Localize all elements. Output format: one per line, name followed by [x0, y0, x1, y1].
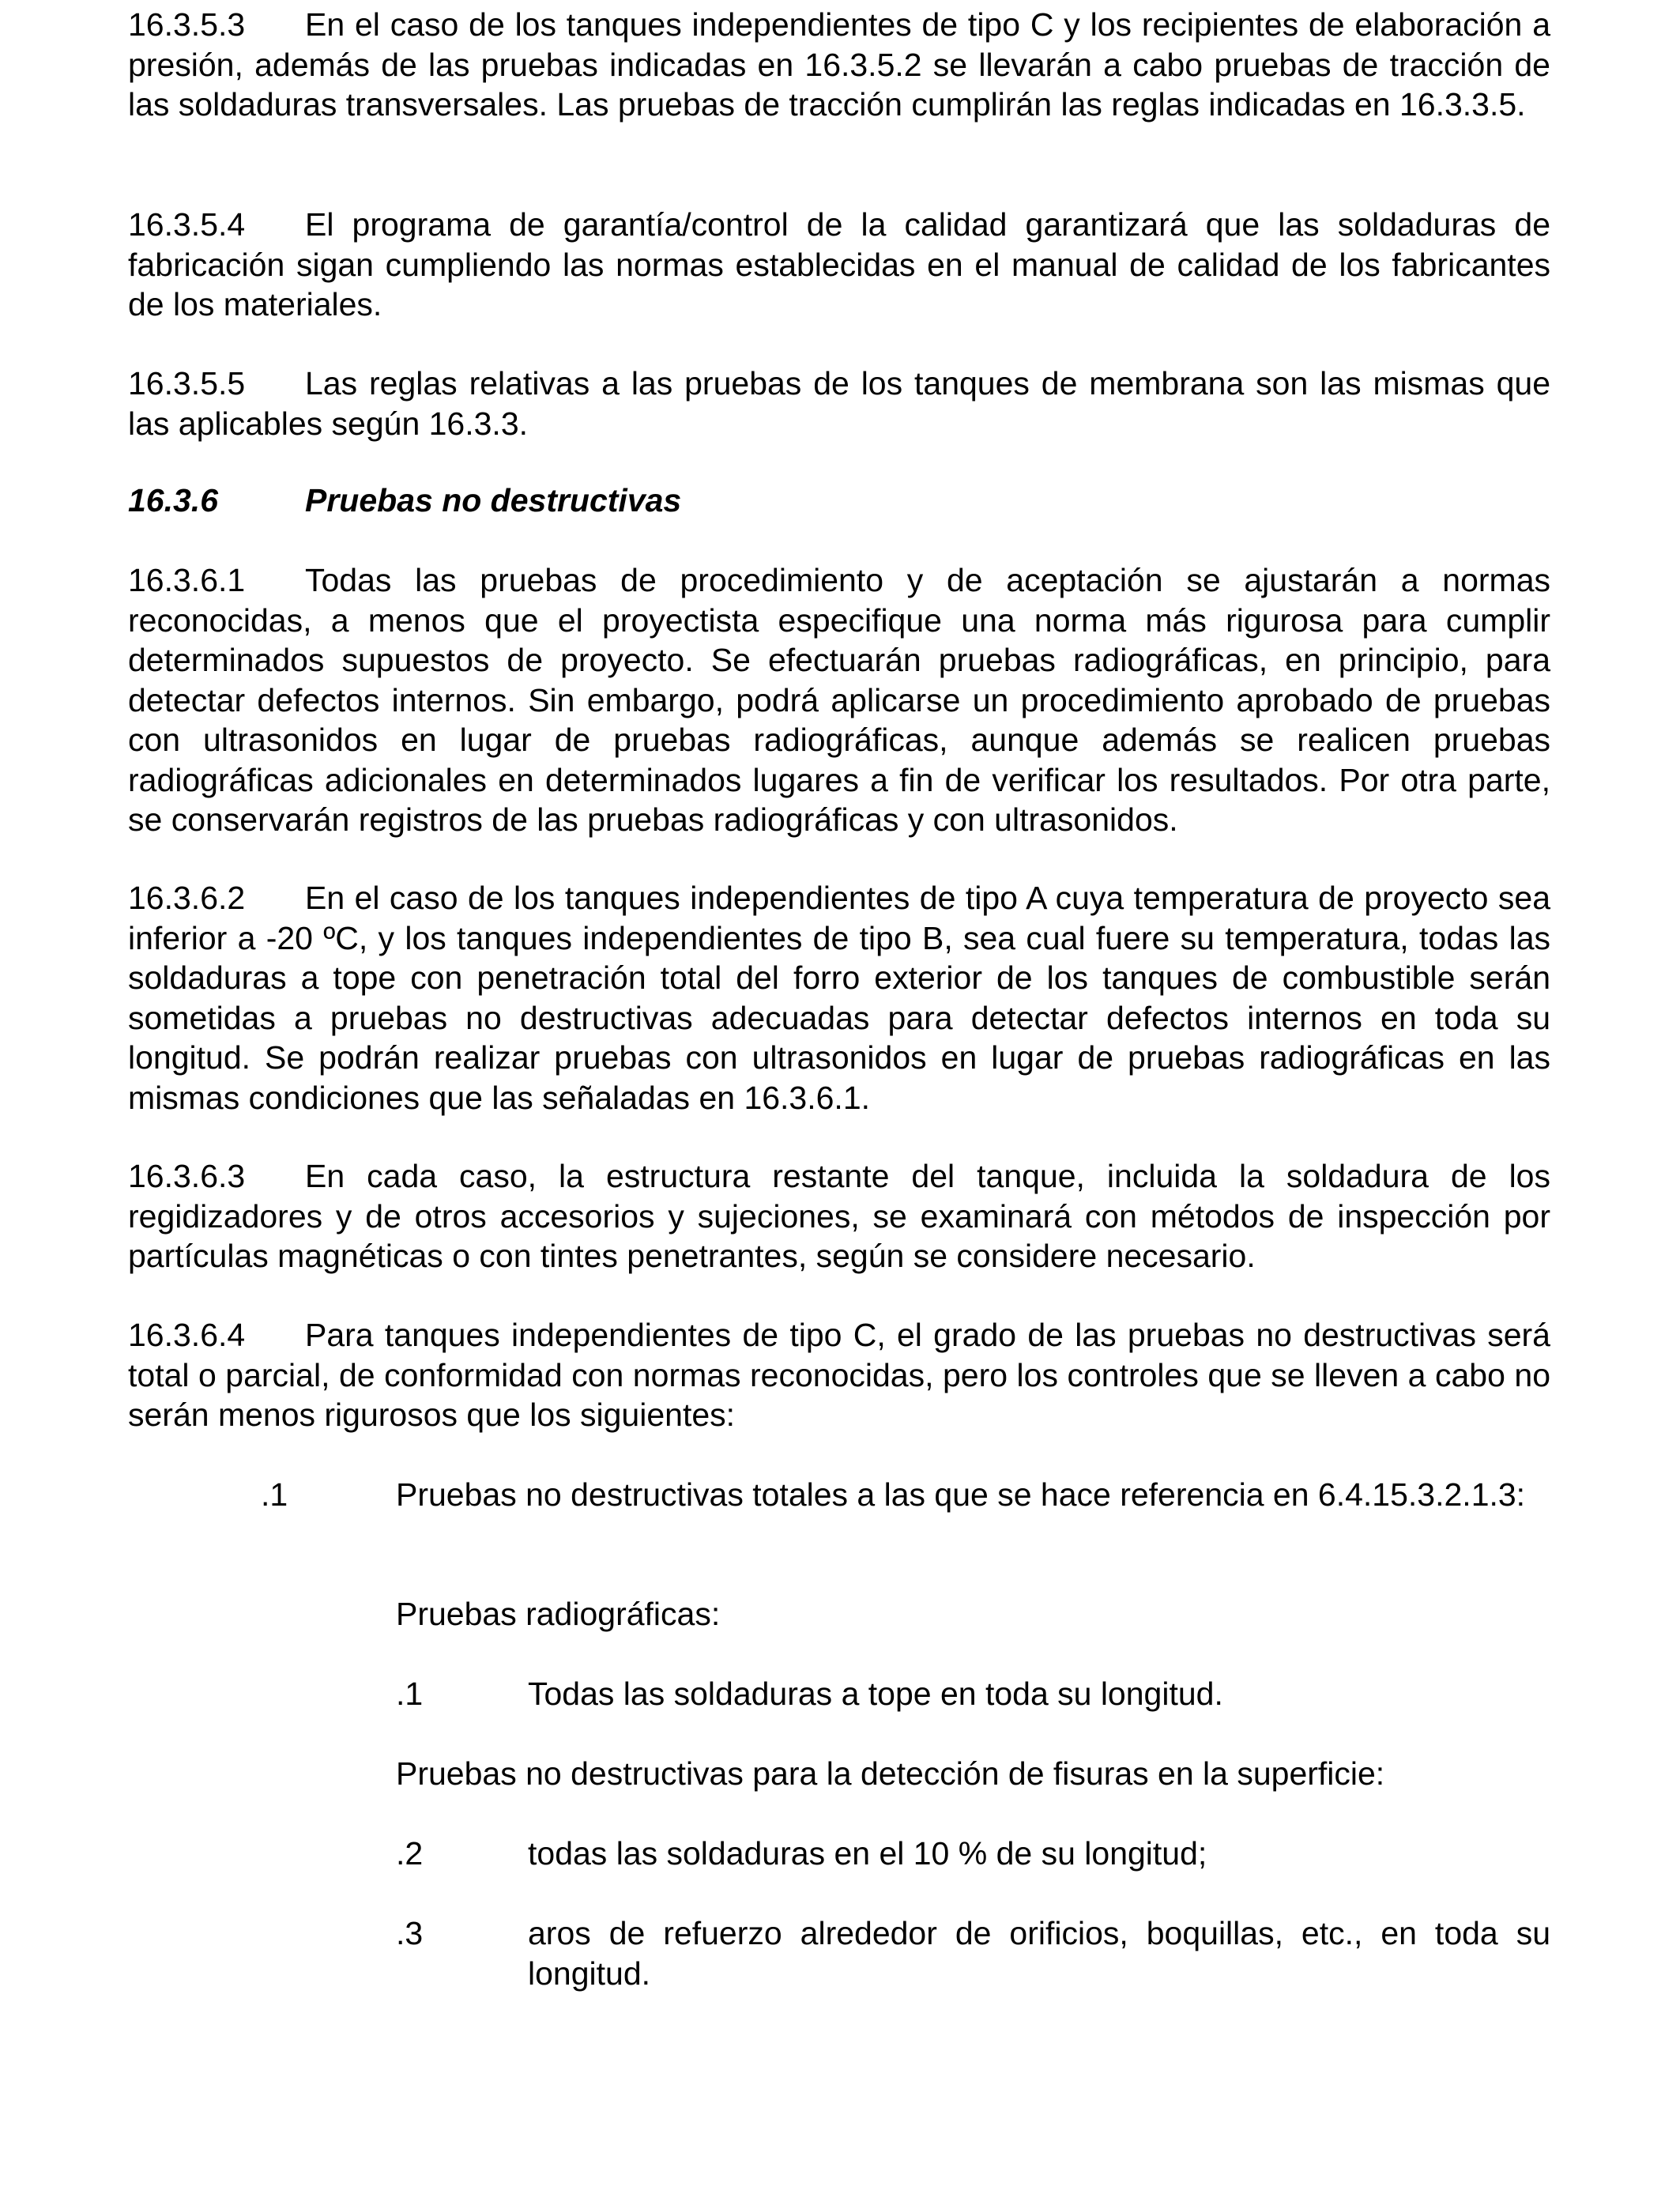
paragraph-text: En el caso de los tanques independientes de tipo C y los recipientes de elaboración a presión, además de las pruebas indicadas en 16.3.5.2 se llevarán a cabo pruebas de tracción de las soldaduras transversales. Las pruebas de tracción cumplirán las reglas indicadas en 16.3.3.5.: [128, 6, 1550, 123]
document-page: [128, 0, 1550, 2194]
sublist-item-marker: .2: [396, 1835, 424, 1872]
sublist-item-text: Todas las soldaduras a tope en toda su longitud.: [528, 1676, 1223, 1712]
paragraph-number: 16.3.6.3: [128, 1158, 246, 1194]
subheading-radiographic: Pruebas radiográficas:: [396, 1596, 721, 1632]
paragraph-16-3-6-3: [128, 1156, 1550, 1276]
paragraph-number: 16.3.5.3: [128, 6, 246, 43]
section-number: 16.3.6: [128, 482, 218, 518]
paragraph-text: En cada caso, la estructura restante del tanque, incluida la soldadura de los regidizadores y de otros accesorios y sujeciones, se examinará con métodos de inspección por partículas magnéticas o con tintes penetrantes, según se considere necesario.: [128, 1158, 1550, 1274]
list-item-text: Pruebas no destructivas totales a las que se hace referencia en 6.4.15.3.2.1.3:: [396, 1476, 1526, 1513]
paragraph-number: 16.3.6.2: [128, 880, 246, 916]
paragraph-16-3-5-5: [128, 364, 1550, 443]
paragraph-number: 16.3.5.5: [128, 365, 246, 401]
sublist-item-marker: .3: [396, 1915, 424, 1951]
section-heading: [128, 481, 1550, 521]
paragraph-16-3-5-4: [128, 205, 1550, 325]
paragraph-number: 16.3.6.1: [128, 562, 246, 598]
paragraph-text: El programa de garantía/control de la calidad garantizará que las soldaduras de fabricación sigan cumpliendo las normas establecidas en el manual de calidad de los fabricantes de los materiales.: [128, 206, 1550, 322]
paragraph-16-3-5-3: [128, 5, 1550, 125]
sublist-item-text: aros de refuerzo alrededor de orificios, boquillas, etc., en toda su longitud.: [528, 1915, 1550, 1992]
paragraph-number: 16.3.6.4: [128, 1317, 246, 1353]
sublist-item-text: todas las soldaduras en el 10 % de su longitud;: [528, 1835, 1207, 1872]
subheading-surface: Pruebas no destructivas para la detección de fisuras en la superficie:: [396, 1755, 1385, 1792]
paragraph-16-3-6-4: [128, 1315, 1550, 1435]
paragraph-text: En el caso de los tanques independientes de tipo A cuya temperatura de proyecto sea inferior a -20 ºC, y los tanques independientes de tipo B, sea cual fuere su temperatura, todas las soldaduras a tope con penetración total del forro exterior de los tanques de combustible serán sometidas a pruebas no destructivas adecuadas para detectar defectos internos en toda su longitud. Se podrán realizar pruebas con ultrasonidos en lugar de pruebas radiográficas en las mismas condiciones que las señaladas en 16.3.6.1.: [128, 880, 1550, 1116]
sublist-item-marker: .1: [396, 1676, 424, 1712]
paragraph-16-3-6-2: [128, 878, 1550, 1118]
paragraph-text: Las reglas relativas a las pruebas de los tanques de membrana son las mismas que las aplicables según 16.3.3.: [128, 365, 1550, 442]
paragraph-16-3-6-1: [128, 560, 1550, 840]
section-title: Pruebas no destructivas: [305, 482, 682, 518]
paragraph-text: Todas las pruebas de procedimiento y de aceptación se ajustarán a normas reconocidas, a menos que el proyectista especifique una norma más rigurosa para cumplir determinados supuestos de proyecto. Se efectuarán pruebas radiográficas, en principio, para detectar defectos internos. Sin embargo, podrá aplicarse un procedimiento aprobado de pruebas con ultrasonidos en lugar de pruebas radiográficas, aunque además se realicen pruebas radiográficas adicionales en determinados lugares a fin de verificar los resultados. Por otra parte, se conservarán registros de las pruebas radiográficas y con ultrasonidos.: [128, 562, 1550, 838]
list-item-marker: .1: [261, 1476, 288, 1513]
paragraph-number: 16.3.5.4: [128, 206, 246, 243]
paragraph-text: Para tanques independientes de tipo C, el grado de las pruebas no destructivas será total o parcial, de conformidad con normas reconocidas, pero los controles que se lleven a cabo no serán menos rigurosos que los siguientes:: [128, 1317, 1550, 1433]
